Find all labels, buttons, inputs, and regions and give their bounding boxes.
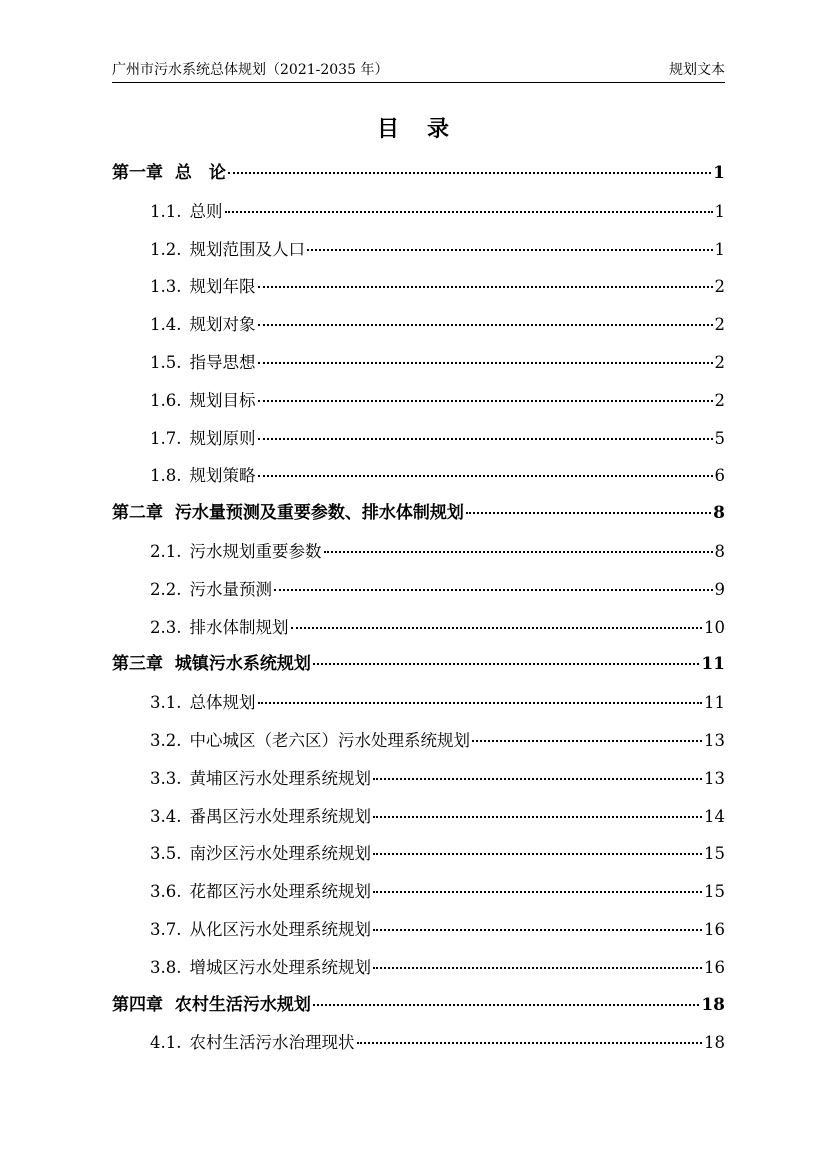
toc-entry-number: 2.3.	[150, 617, 182, 637]
toc-entry-number: 第三章	[112, 654, 163, 675]
toc-page-number: 1	[714, 239, 725, 259]
toc-page-number: 14	[704, 806, 725, 826]
toc-section-entry[interactable]	[112, 798, 725, 836]
toc-entry-label: 总体规划	[189, 693, 256, 713]
toc-dot-leader	[373, 891, 702, 893]
toc-entry-label: 规划年限	[189, 277, 256, 297]
toc-entry-separator	[163, 155, 169, 193]
header-document-title: 广州市污水系统总体规划（2021-2035 年）	[112, 62, 389, 78]
toc-page-number: 15	[704, 844, 725, 864]
toc-dot-leader	[258, 702, 703, 704]
toc-section-entry[interactable]	[112, 344, 725, 382]
toc-chapter-entry[interactable]	[112, 646, 725, 684]
toc-entry-number: 3.5.	[150, 844, 182, 864]
toc-entry-number: 第二章	[112, 503, 163, 524]
toc-dot-leader	[258, 324, 713, 326]
toc-dot-leader	[373, 853, 702, 855]
toc-entry-separator	[163, 646, 169, 684]
toc-page-number: 15	[704, 882, 725, 902]
toc-chapter-entry[interactable]	[112, 155, 725, 193]
toc-section-entry[interactable]	[112, 760, 725, 798]
toc-section-entry[interactable]	[112, 684, 725, 722]
toc-dot-leader	[258, 475, 713, 477]
toc-dot-leader	[313, 663, 699, 665]
toc-section-entry[interactable]	[112, 1024, 725, 1062]
toc-page-number: 2	[714, 277, 725, 297]
toc-entry-label: 从化区污水处理系统规划	[189, 919, 371, 939]
toc-entry-number: 1.1.	[150, 201, 182, 221]
toc-section-entry[interactable]	[112, 382, 725, 420]
toc-entry-number: 3.4.	[150, 806, 182, 826]
toc-dot-leader	[258, 438, 713, 440]
toc-page-number: 2	[714, 390, 725, 410]
toc-entry-number: 第四章	[112, 994, 163, 1015]
toc-page-number: 8	[713, 503, 725, 524]
toc-page-number: 1	[713, 163, 725, 183]
toc-entry-label: 规划范围及人口	[189, 239, 305, 259]
toc-entry-number: 1.8.	[150, 466, 182, 486]
toc-section-entry[interactable]	[112, 193, 725, 231]
toc-entry-label: 农村生活污水规划	[174, 994, 311, 1015]
toc-entry-number: 3.2.	[150, 730, 182, 750]
toc-entry-separator	[163, 495, 169, 533]
toc-entry-label: 指导思想	[189, 352, 256, 372]
toc-entry-number: 第一章	[112, 163, 163, 183]
page-header	[112, 58, 725, 83]
toc-entry-label: 增城区污水处理系统规划	[189, 957, 371, 977]
toc-section-entry[interactable]	[112, 722, 725, 760]
toc-page-number: 9	[714, 579, 725, 599]
toc-entry-number: 1.3.	[150, 277, 182, 297]
toc-entry-label: 规划原则	[189, 428, 256, 448]
toc-page-number: 8	[714, 541, 725, 561]
toc-entry-separator	[163, 987, 169, 1025]
toc-section-entry[interactable]	[112, 873, 725, 911]
toc-section-entry[interactable]	[112, 911, 725, 949]
toc-dot-leader	[472, 740, 702, 742]
toc-entry-number: 3.6.	[150, 882, 182, 902]
toc-section-entry[interactable]	[112, 306, 725, 344]
toc-page-number: 13	[704, 768, 725, 788]
toc-entry-number: 1.2.	[150, 239, 182, 259]
toc-dot-leader	[373, 816, 702, 818]
toc-entry-label: 污水量预测及重要参数、排水体制规划	[174, 503, 464, 524]
toc-page-number: 13	[704, 730, 725, 750]
toc-page-number: 5	[714, 428, 725, 448]
toc-page-number: 16	[704, 957, 725, 977]
toc-entry-number: 3.3.	[150, 768, 182, 788]
toc-dot-leader	[313, 1004, 699, 1006]
toc-section-entry[interactable]	[112, 231, 725, 269]
toc-section-entry[interactable]	[112, 533, 725, 571]
toc-page-number: 16	[704, 919, 725, 939]
toc-page-number: 11	[701, 654, 725, 675]
table-of-contents	[112, 155, 725, 1062]
toc-section-entry[interactable]	[112, 835, 725, 873]
toc-entry-label: 规划目标	[189, 390, 256, 410]
toc-dot-leader	[258, 400, 713, 402]
toc-entry-label: 总则	[189, 201, 223, 221]
toc-entry-number: 3.8.	[150, 957, 182, 977]
toc-dot-leader	[274, 589, 713, 591]
toc-dot-leader	[373, 929, 702, 931]
toc-entry-label: 排水体制规划	[189, 617, 289, 637]
toc-page-number: 10	[704, 617, 725, 637]
toc-entry-label: 南沙区污水处理系统规划	[189, 844, 371, 864]
toc-entry-number: 1.5.	[150, 352, 182, 372]
toc-page-number: 18	[701, 994, 725, 1015]
toc-entry-label: 农村生活污水治理现状	[189, 1033, 355, 1053]
toc-dot-leader	[228, 172, 711, 174]
toc-entry-label: 总 论	[174, 163, 226, 183]
toc-page-number: 1	[714, 201, 725, 221]
toc-dot-leader	[373, 967, 702, 969]
header-document-type: 规划文本	[669, 62, 725, 78]
toc-section-entry[interactable]	[112, 609, 725, 647]
toc-chapter-entry[interactable]	[112, 987, 725, 1025]
toc-page-number: 2	[714, 315, 725, 335]
toc-section-entry[interactable]	[112, 268, 725, 306]
toc-entry-label: 花都区污水处理系统规划	[189, 882, 371, 902]
toc-entry-label: 中心城区（老六区）污水处理系统规划	[189, 730, 470, 750]
toc-dot-leader	[324, 551, 713, 553]
toc-title: 目录	[376, 116, 477, 142]
toc-page-number: 18	[704, 1033, 725, 1053]
toc-entry-number: 1.6.	[150, 390, 182, 410]
toc-dot-leader	[258, 362, 713, 364]
toc-page-number: 11	[704, 693, 725, 713]
toc-dot-leader	[373, 778, 702, 780]
toc-entry-label: 污水量预测	[189, 579, 272, 599]
toc-section-entry[interactable]	[112, 457, 725, 495]
toc-section-entry[interactable]	[112, 949, 725, 987]
toc-entry-label: 规划对象	[189, 315, 256, 335]
toc-page-number: 6	[714, 466, 725, 486]
toc-section-entry[interactable]	[112, 571, 725, 609]
toc-dot-leader	[291, 627, 703, 629]
toc-entry-label: 黄埔区污水处理系统规划	[189, 768, 371, 788]
toc-dot-leader	[258, 286, 713, 288]
toc-dot-leader	[307, 249, 713, 251]
toc-entry-number: 2.1.	[150, 541, 182, 561]
toc-entry-label: 城镇污水系统规划	[174, 654, 311, 675]
toc-entry-number: 1.7.	[150, 428, 182, 448]
toc-dot-leader	[225, 211, 713, 213]
toc-entry-label: 污水规划重要参数	[189, 541, 322, 561]
toc-section-entry[interactable]	[112, 420, 725, 458]
toc-entry-number: 3.7.	[150, 919, 182, 939]
toc-entry-label: 番禺区污水处理系统规划	[189, 806, 371, 826]
toc-dot-leader	[357, 1042, 703, 1044]
toc-entry-number: 2.2.	[150, 579, 182, 599]
toc-entry-label: 规划策略	[189, 466, 256, 486]
toc-chapter-entry[interactable]	[112, 495, 725, 533]
toc-page-number: 2	[714, 352, 725, 372]
toc-dot-leader	[466, 512, 711, 514]
toc-entry-number: 3.1.	[150, 693, 182, 713]
toc-entry-number: 4.1.	[150, 1033, 182, 1053]
toc-entry-number: 1.4.	[150, 315, 182, 335]
